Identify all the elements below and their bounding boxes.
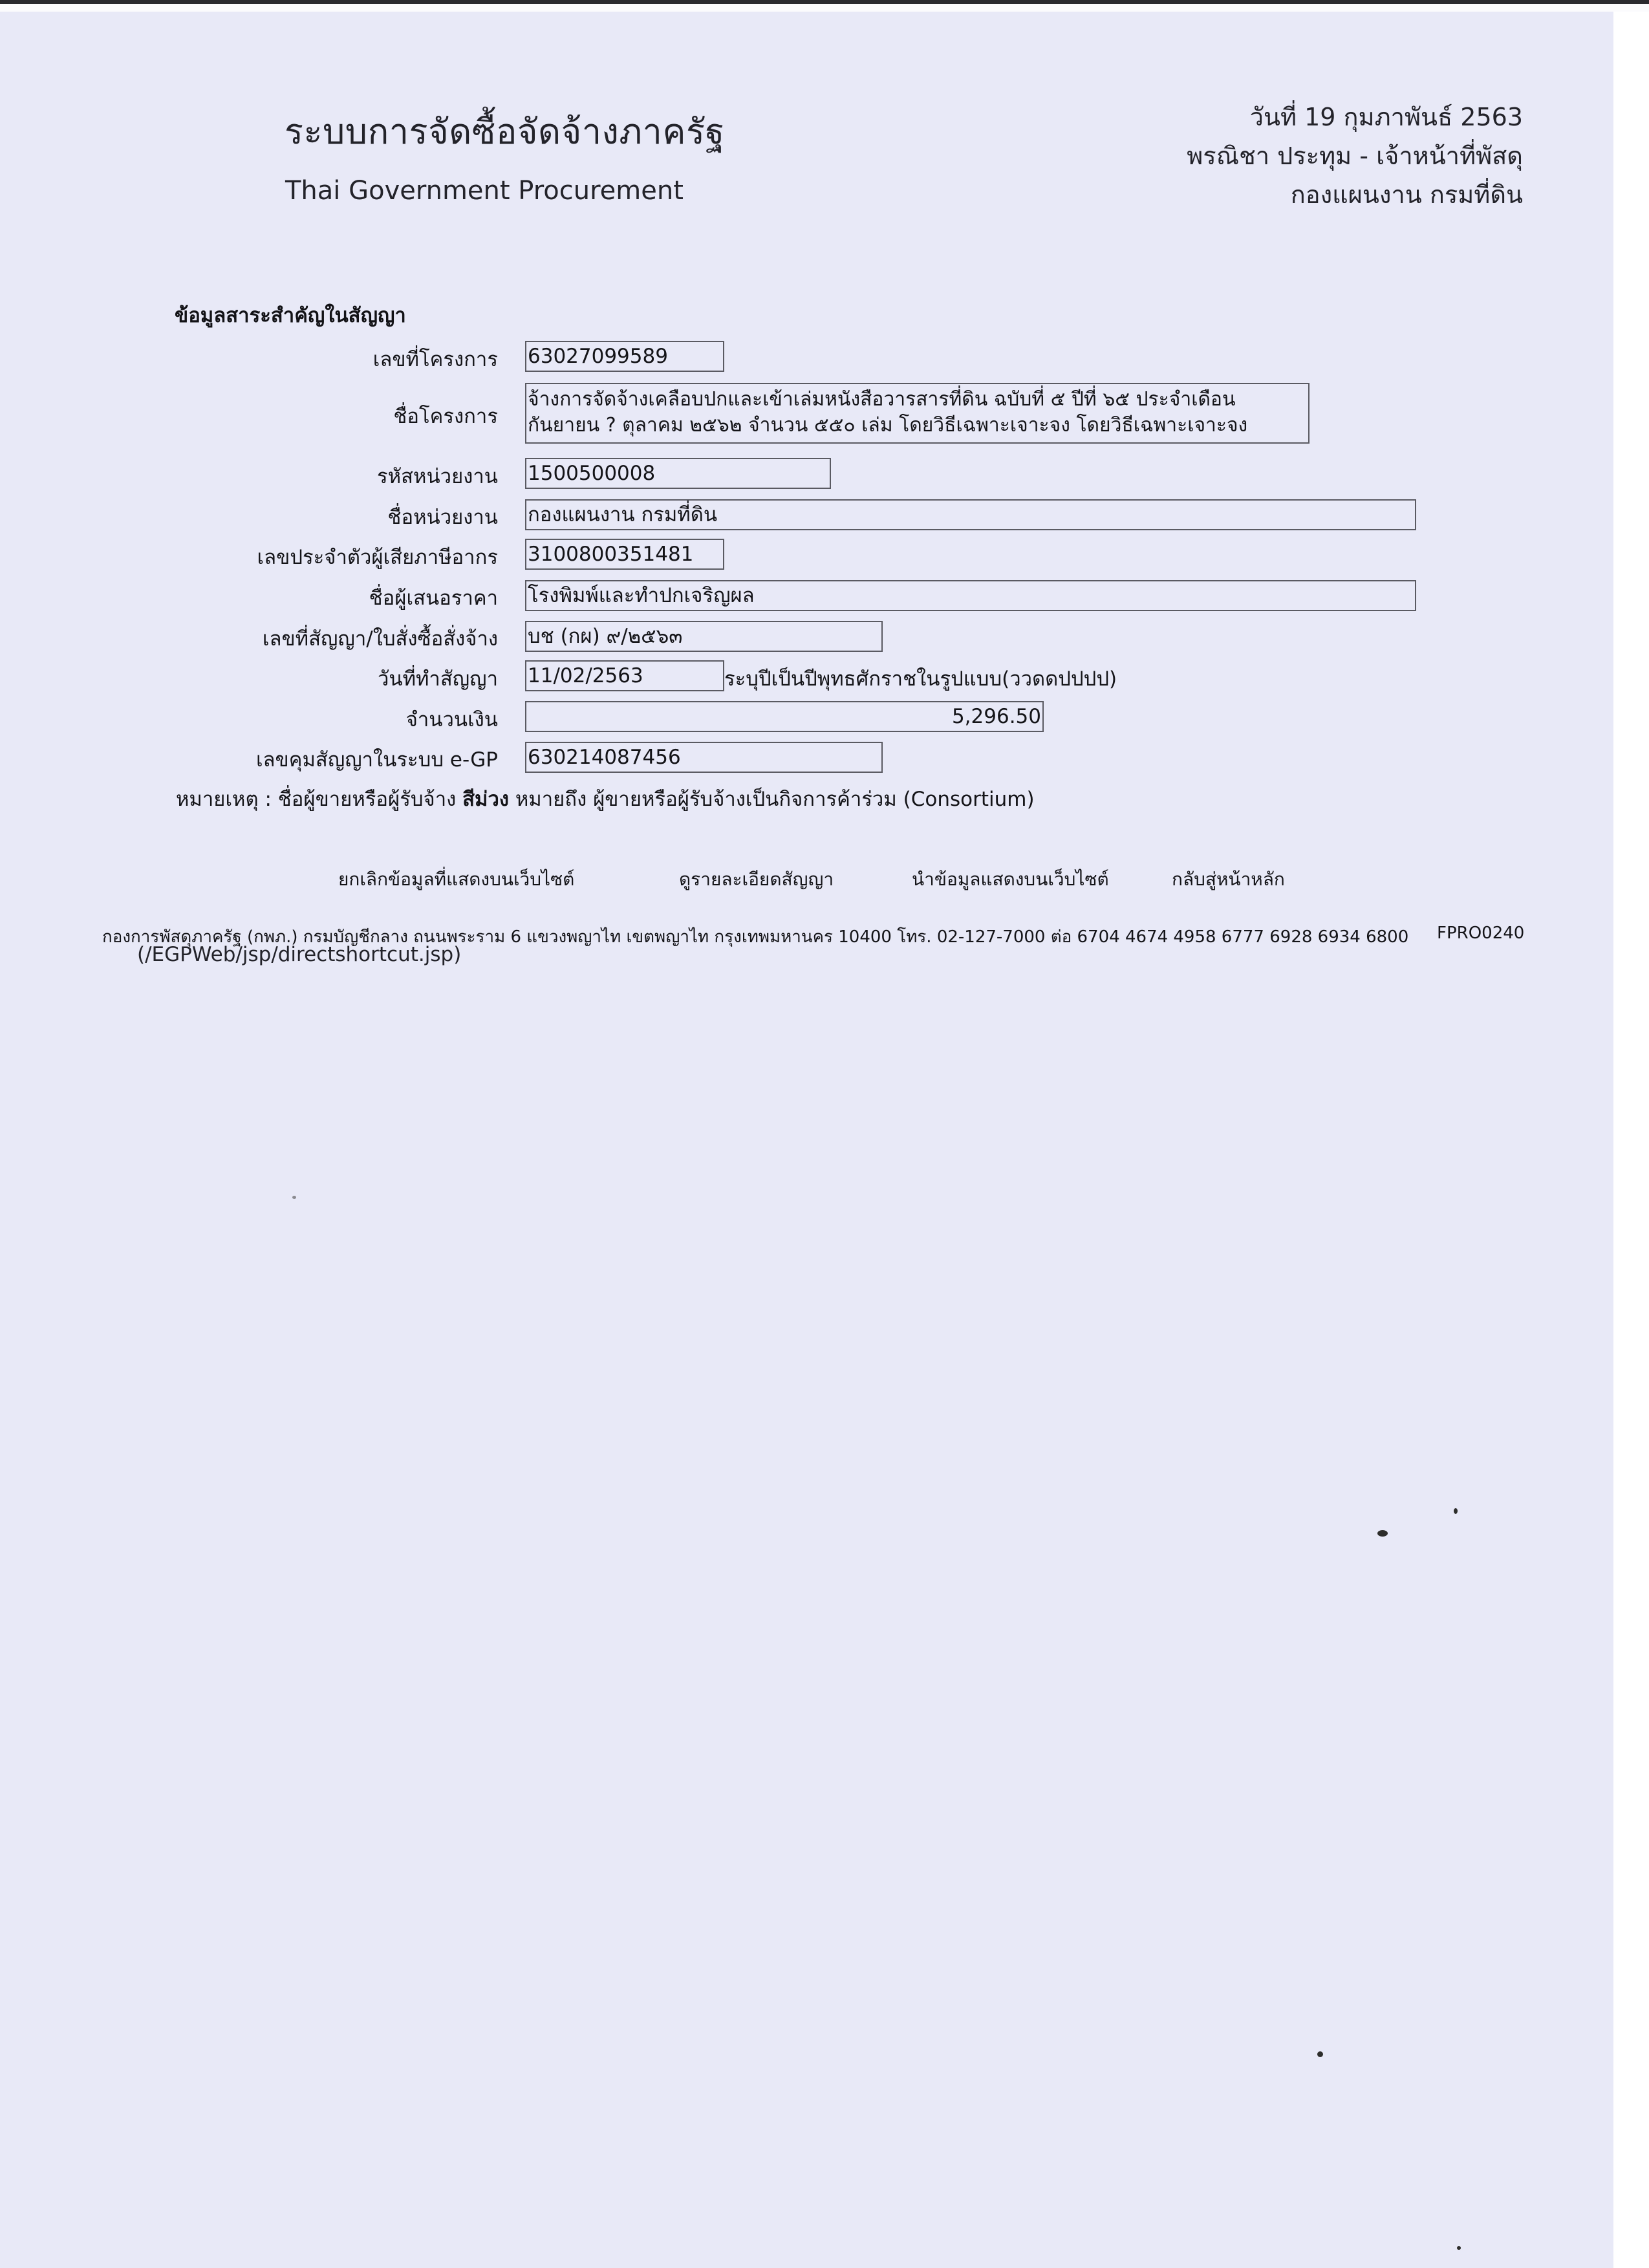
label-egp-contract-number: เลขคุมสัญญาในระบบ e-GP xyxy=(255,748,498,772)
label-project-number: เลขที่โครงการ xyxy=(372,348,498,371)
field-amount[interactable]: 5,296.50 xyxy=(525,701,1044,732)
back-to-home-link[interactable]: กลับสู่หน้าหลัก xyxy=(1172,869,1285,890)
printed-page xyxy=(0,12,1613,2268)
consortium-note xyxy=(176,783,1035,815)
site-subtitle: Thai Government Procurement xyxy=(285,176,684,206)
scan-top-margin xyxy=(0,4,1649,12)
label-contract-date: วันที่ทำสัญญา xyxy=(377,667,498,691)
label-bidder-name: ชื่อผู้เสนอราคา xyxy=(369,587,498,610)
note-suffix: หมายถึง ผู้ขายหรือผู้รับจ้างเป็นกิจการค้าร่วม (Consortium) xyxy=(509,788,1035,811)
scan-speck xyxy=(1457,2246,1461,2250)
label-agency-name: ชื่อหน่วยงาน xyxy=(387,506,498,529)
scan-speck xyxy=(1377,1530,1388,1537)
label-contract-number: เลขที่สัญญา/ใบสั่งซื้อสั่งจ้าง xyxy=(262,627,498,651)
cancel-website-display-link[interactable]: ยกเลิกข้อมูลที่แสดงบนเว็บไซต์ xyxy=(338,869,575,890)
note-highlight: สีม่วง xyxy=(462,788,510,811)
label-tax-id: เลขประจำตัวผู้เสียภาษีอากร xyxy=(257,546,498,569)
field-contract-date[interactable]: 11/02/2563 xyxy=(525,660,724,691)
view-contract-details-link[interactable]: ดูรายละเอียดสัญญา xyxy=(679,869,834,890)
field-project-name[interactable]: จ้างการจัดจ้างเคลือบปกและเข้าเล่มหนังสือวารสารที่ดิน ฉบับที่ ๕ ปีที่ ๖๕ ประจำเดือน กันยายน ? ตุลาคม ๒๕๖๒ จำนวน ๕๕๐ เล่ม โดยวิธีเฉพาะเจาะจง โดยวิธีเฉพาะเจาะจง xyxy=(525,383,1310,444)
header-department: กองแผนงาน กรมที่ดิน xyxy=(1290,180,1523,209)
footer-url-path: (/EGPWeb/jsp/directshortcut.jsp) xyxy=(137,943,462,966)
scan-speck xyxy=(1454,1508,1458,1514)
label-agency-code: รหัสหน่วยงาน xyxy=(377,465,498,488)
scan-speck xyxy=(292,1196,296,1199)
field-tax-id[interactable]: 3100800351481 xyxy=(525,539,724,570)
footer-address: กองการพัสดุภาครัฐ (กพภ.) กรมบัญชีกลาง ถนนพระราม 6 แขวงพญาไท เขตพญาไท กรุงเทพมหานคร 10400 โทร. 02-127-7000 ต่อ 6704 4674 4958 6777 6928 6934 6800 xyxy=(102,927,1409,947)
field-agency-code[interactable]: 1500500008 xyxy=(525,458,831,489)
section-heading: ข้อมูลสาระสำคัญในสัญญา xyxy=(175,304,406,327)
header-date: วันที่ 19 กุมภาพันธ์ 2563 xyxy=(1249,103,1523,131)
field-project-number[interactable]: 63027099589 xyxy=(525,341,724,372)
field-egp-contract-number[interactable]: 630214087456 xyxy=(525,742,883,773)
header-user: พรณิชา ประทุม - เจ้าหน้าที่พัสดุ xyxy=(1187,142,1523,170)
field-agency-name[interactable]: กองแผนงาน กรมที่ดิน xyxy=(525,499,1416,530)
contract-date-format-hint: ระบุปีเป็นปีพุทธศักราชในรูปแบบ(ววดดปปปป) xyxy=(724,667,1117,691)
site-title: ระบบการจัดซื้อจัดจ้างภาครัฐ xyxy=(285,111,725,152)
publish-to-website-link[interactable]: นำข้อมูลแสดงบนเว็บไซต์ xyxy=(912,869,1109,890)
label-amount: จำนวนเงิน xyxy=(405,708,498,731)
note-prefix: หมายเหตุ : ชื่อผู้ขายหรือผู้รับจ้าง xyxy=(176,788,463,811)
field-bidder-name[interactable]: โรงพิมพ์และทำปกเจริญผล xyxy=(525,580,1416,611)
label-project-name: ชื่อโครงการ xyxy=(393,405,498,428)
footer-page-code: FPRO0240 xyxy=(1437,923,1525,943)
field-contract-number[interactable]: บช (กผ) ๙/๒๕๖๓ xyxy=(525,621,883,652)
scan-speck xyxy=(1317,2051,1323,2057)
